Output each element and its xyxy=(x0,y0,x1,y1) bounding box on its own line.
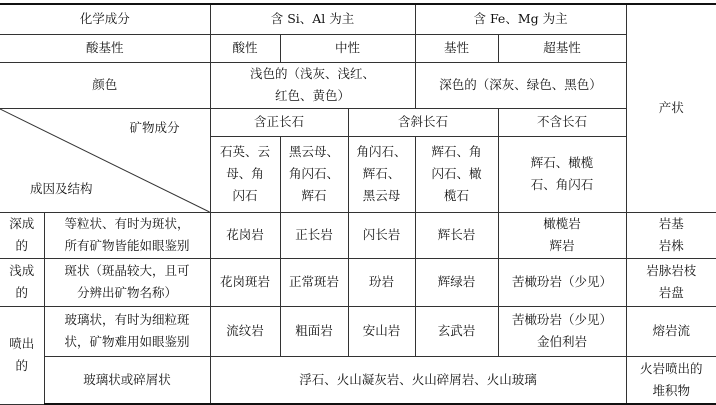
table-row xyxy=(0,306,716,356)
mineral-cell xyxy=(210,136,280,212)
mineral-cell xyxy=(348,136,415,212)
mineral-text: 黑云母、 角闪石、 辉石 xyxy=(289,144,340,203)
origin-cell xyxy=(0,258,44,306)
rock-cell: 粗面岩 xyxy=(280,306,348,356)
chem-comp-label: 化学成分 xyxy=(0,4,210,34)
basic-cell: 基性 xyxy=(415,34,498,62)
orthoclase-header: 含正长石 xyxy=(210,108,348,136)
occurrence-text: 岩基 岩株 xyxy=(658,216,684,253)
diagonal-header xyxy=(0,108,210,212)
texture-text: 等粒状、有时为斑状， 所有矿物皆能如眼鉴别 xyxy=(64,216,190,253)
intermediate-cell: 中性 xyxy=(280,34,415,62)
rock-cell: 花岗斑岩 xyxy=(210,258,280,306)
origin-text: 浅成 的 xyxy=(9,263,35,300)
mineral-cell xyxy=(415,136,498,212)
rock-cell xyxy=(498,212,626,258)
mineral-cell xyxy=(280,136,348,212)
rock-cell: 正常斑岩 xyxy=(280,258,348,306)
rock-cell: 辉绿岩 xyxy=(415,258,498,306)
occurrence-header: 产状 xyxy=(626,4,716,212)
rock-cell: 苦橄玢岩（少见） xyxy=(498,258,626,306)
si-al-header: 含 Si、Al 为主 xyxy=(210,4,415,34)
acidic-cell: 酸性 xyxy=(210,34,280,62)
origin-text: 深成 的 xyxy=(9,216,35,253)
rock-cell: 花岗岩 xyxy=(210,212,280,258)
texture-cell: 玻璃状或碎屑状 xyxy=(44,356,210,404)
rock-cell xyxy=(498,306,626,356)
rock-cell: 闪长岩 xyxy=(348,212,415,258)
table-row xyxy=(0,62,716,108)
occurrence-cell xyxy=(626,258,716,306)
mineral-text: 辉石、角 闪石、橄 榄石 xyxy=(431,144,482,203)
table-row xyxy=(0,108,716,136)
light-color-text: 浅色的（浅灰、浅红、 红色、黄色） xyxy=(250,66,376,103)
texture-cell xyxy=(44,306,210,356)
acidity-label: 酸基性 xyxy=(0,34,210,62)
origin-cell xyxy=(0,212,44,258)
occurrence-cell: 熔岩流 xyxy=(626,306,716,356)
texture-text: 玻璃状，有时为细粒斑 状，矿物难用如眼鉴别 xyxy=(64,312,190,349)
mineral-text: 辉石、橄榄 石、角闪石 xyxy=(530,155,594,192)
rock-cell: 流纹岩 xyxy=(210,306,280,356)
table-row xyxy=(0,356,716,404)
rock-cell: 浮石、火山凝灰岩、火山碎屑岩、火山玻璃 xyxy=(210,356,626,404)
table-row xyxy=(0,34,716,62)
table-row xyxy=(0,258,716,306)
rock-text: 苦橄玢岩（少见） 金伯利岩 xyxy=(512,312,613,349)
rock-cell: 正长岩 xyxy=(280,212,348,258)
texture-text: 斑状（斑晶较大，且可 分辨出矿物名称） xyxy=(64,263,190,300)
rock-cell: 玢岩 xyxy=(348,258,415,306)
light-color-cell xyxy=(210,62,415,108)
color-label: 颜色 xyxy=(0,62,210,108)
origin-cell xyxy=(0,306,44,404)
igneous-rock-table xyxy=(0,3,716,405)
origin-text: 喷出 的 xyxy=(9,336,35,373)
rock-cell: 玄武岩 xyxy=(415,306,498,356)
fe-mg-header: 含 Fe、Mg 为主 xyxy=(415,4,626,34)
dark-color-cell xyxy=(415,62,626,108)
occurrence-text: 火岩喷出的 堆积物 xyxy=(640,360,703,398)
occurrence-cell xyxy=(626,212,716,258)
rock-text: 橄榄岩 辉岩 xyxy=(543,216,581,253)
dark-color-text: 深色的（深灰、绿色、黑色） xyxy=(439,77,602,92)
origin-structure-label: 成因及结构 xyxy=(30,180,93,196)
occurrence-cell xyxy=(626,356,716,404)
occurrence-text: 岩脉岩枝 岩盘 xyxy=(646,263,697,300)
texture-cell xyxy=(44,258,210,306)
mineral-text: 角闪石、 辉石、 黑云母 xyxy=(356,144,407,203)
table-row xyxy=(0,4,716,34)
plagioclase-header: 含斜长石 xyxy=(348,108,498,136)
table-row xyxy=(0,212,716,258)
mineral-cell xyxy=(498,136,626,212)
mineral-text: 石英、云 母、角 闪石 xyxy=(220,144,271,203)
ultrabasic-cell: 超基性 xyxy=(498,34,626,62)
texture-cell xyxy=(44,212,210,258)
rock-cell: 安山岩 xyxy=(348,306,415,356)
no-feldspar-header: 不含长石 xyxy=(498,108,626,136)
mineral-comp-label: 矿物成分 xyxy=(129,119,180,135)
rock-cell: 辉长岩 xyxy=(415,212,498,258)
